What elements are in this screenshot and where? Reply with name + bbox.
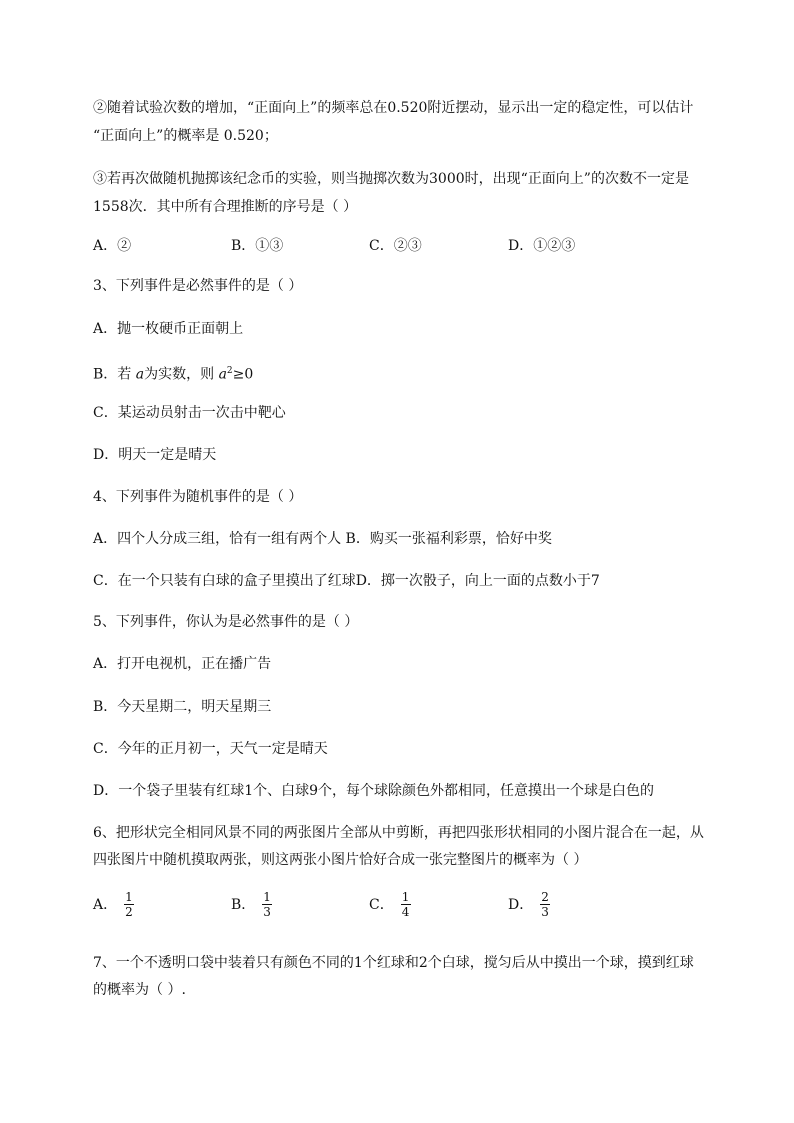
q2-option-b: B．①③ (231, 238, 284, 254)
q2-option-d: D．①②③ (508, 238, 576, 254)
q6-stem-line-2: 四张图片中随机摸取两张，则这两张小图片恰好合成一张完整图片的概率为（ ） (93, 852, 588, 868)
q6-option-c-fraction (400, 890, 412, 919)
q3-option-a: A．抛一枚硬币正面朝上 (93, 321, 244, 337)
q6-option-a (93, 890, 135, 919)
q7-stem-line-2: 的概率为（ ）. (93, 982, 186, 998)
q3-option-d: D．明天一定是晴天 (93, 447, 217, 463)
q3-stem: 3、下列事件是必然事件的是（ ） (93, 278, 303, 294)
q4-stem: 4、下列事件为随机事件的是（ ） (93, 489, 303, 505)
q4-options-cd: C．在一个只装有白球的盒子里摸出了红球D．掷一次骰子，向上一面的点数小于7 (93, 573, 600, 589)
q6-option-d (508, 890, 551, 919)
q3-b-var: a (135, 366, 145, 383)
q1-line-3: “正面向上”的概率是 0.520； (93, 128, 278, 144)
q6-option-c (369, 890, 411, 919)
q1-line-4: ③若再次做随机抛掷该纪念币的实验，则当抛掷次数为3000时，出现“正面向上”的次数不一定是 (93, 171, 689, 187)
q2-option-c: C．②③ (369, 238, 422, 254)
q5-option-d: D．一个袋子里装有红球1个、白球9个，每个球除颜色外都相同，任意摸出一个球是白色的 (93, 783, 655, 799)
q7-stem-line-1: 7、一个不透明口袋中装着只有颜色不同的1个红球和2个白球，搅匀后从中摸出一个球，摸到红球 (93, 955, 694, 971)
q5-option-a: A．打开电视机，正在播广告 (93, 656, 272, 672)
fraction-denominator: 2 (125, 905, 133, 919)
fraction-numerator: 1 (263, 890, 271, 904)
fraction-numerator: 2 (541, 890, 549, 904)
q6-stem-line-1: 6、把形状完全相同风景不同的两张图片全部从中剪断，再把四张形状相同的小图片混合在一起，从 (93, 825, 704, 841)
q6-option-b-fraction (261, 890, 273, 919)
fraction-denominator: 4 (401, 905, 410, 919)
q4-options-ab: A．四个人分成三组，恰有一组有两个人 B．购买一张福利彩票，恰好中奖 (93, 531, 552, 547)
q3-option-c: C．某运动员射击一次击中靶心 (93, 405, 286, 421)
q5-stem: 5、下列事件，你认为是必然事件的是（ ） (93, 614, 359, 630)
q5-option-c: C．今年的正月初一，天气一定是晴天 (93, 741, 328, 757)
q1-line-5: 1558次．其中所有合理推断的序号是（ ） (93, 199, 358, 215)
q5-option-b: B．今天星期二，明天星期三 (93, 699, 272, 715)
fraction-denominator: 3 (263, 905, 271, 919)
q6-option-a-label: A． (93, 896, 118, 913)
fraction-numerator: 1 (125, 890, 133, 904)
q3-option-b (93, 362, 253, 384)
q6-option-d-label: D． (508, 896, 534, 913)
q6-option-a-fraction (123, 890, 135, 919)
q6-option-d-fraction (539, 890, 551, 919)
q3-b-mid: 为实数，则 (144, 366, 219, 383)
q2-option-a: A．② (93, 238, 132, 254)
fraction-denominator: 3 (541, 905, 549, 919)
q3-b-var2: a (218, 366, 227, 383)
q6-option-c-label: C． (369, 896, 394, 913)
q1-line-2: ②随着试验次数的增加，“正面向上”的频率总在0.520附近摆动，显示出一定的稳定性，可以估计 (93, 100, 694, 116)
q6-option-b-label: B． (231, 896, 256, 913)
q3-b-prefix: B．若 (93, 366, 136, 383)
fraction-numerator: 1 (401, 890, 410, 904)
q6-option-b (231, 890, 273, 919)
q3-b-exponent: 2 (226, 366, 233, 376)
q3-b-suffix: ≥0 (232, 366, 254, 383)
